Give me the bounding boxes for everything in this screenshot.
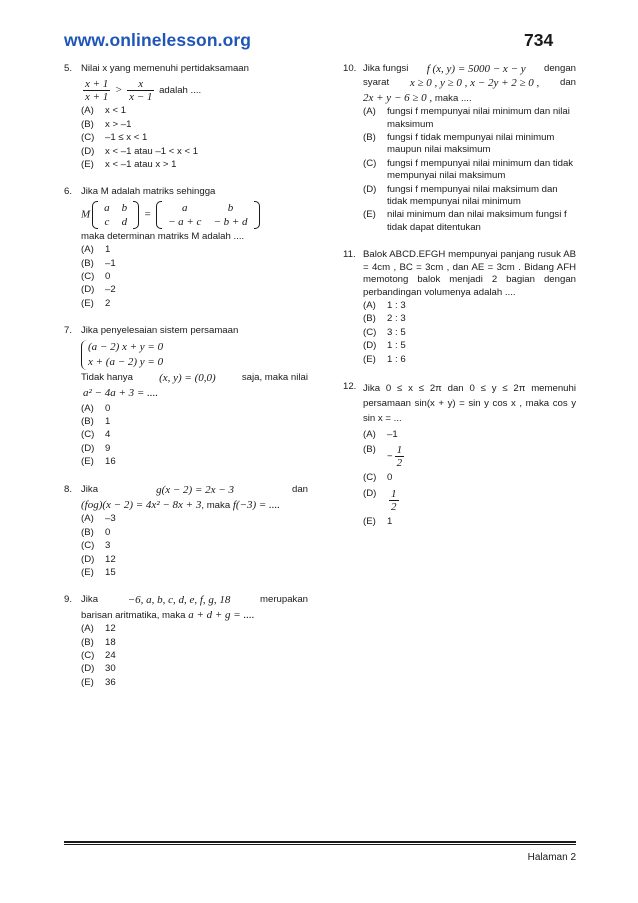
option-label: (D) <box>81 663 95 675</box>
question-6 <box>64 186 308 310</box>
option-text: 12 <box>105 553 116 565</box>
option-label: (A) <box>363 428 376 440</box>
answer-option <box>81 637 308 649</box>
option-label: (B) <box>81 526 94 538</box>
option-label: (D) <box>81 553 95 565</box>
option-text: 36 <box>105 676 116 688</box>
option-label: (D) <box>363 340 377 352</box>
option-text: − <box>387 451 393 463</box>
answer-option <box>81 132 308 144</box>
answer-option <box>363 354 576 366</box>
question-11 <box>343 249 576 366</box>
answer-option <box>363 429 576 441</box>
question-number: 6. <box>64 186 73 198</box>
option-text: 0 <box>105 271 111 283</box>
question-8 <box>64 484 308 580</box>
matrix-right: a b − a + c − b + d <box>156 201 260 229</box>
options <box>81 244 308 310</box>
matrix-equation <box>81 201 308 229</box>
answer-option <box>363 132 576 157</box>
answer-option <box>81 105 308 117</box>
option-fraction: $\frac{1}{2}$ <box>391 487 397 513</box>
option-label: (E) <box>363 515 376 527</box>
stem-tail: adalah .... <box>159 85 202 97</box>
answer-option <box>363 106 576 131</box>
answer-option <box>81 298 308 310</box>
option-label: (D) <box>81 145 95 157</box>
question-stem-continued: maka determinan matriks M adalah .... <box>81 230 245 242</box>
equals: = <box>143 208 152 221</box>
option-label: (B) <box>363 132 376 144</box>
question-12 <box>343 381 576 528</box>
option-text: 18 <box>105 636 116 648</box>
expression: a² − 4a + 3 = .... <box>83 387 159 400</box>
options <box>363 106 576 234</box>
option-label: (B) <box>363 313 376 325</box>
answer-option <box>363 444 576 469</box>
option-label: (B) <box>81 118 94 130</box>
answer-option <box>363 313 576 325</box>
question-stem-continued: (fog)(x − 2) = 4x² − 8x + 3, maka f(−3) = .... <box>81 498 281 511</box>
option-label: (E) <box>81 676 94 688</box>
answer-option <box>81 540 308 552</box>
question-number: 11. <box>343 249 356 261</box>
option-label: (E) <box>81 297 94 309</box>
answer-option <box>363 488 576 513</box>
option-label: (D) <box>363 183 377 195</box>
answer-option <box>81 429 308 441</box>
option-text: fungsi f tidak mempunyai nilai minimum maupun nilai maksimum <box>387 132 555 156</box>
right-column <box>343 63 576 543</box>
question-stem: Jika g(x − 2) = 2x − 3 dan <box>81 483 308 496</box>
question-stem: Jika 0 ≤ x ≤ 2π dan 0 ≤ y ≤ 2π memenuhi persamaan sin(x + y) = sin y cos x , maka cos y sin x = ... <box>363 382 576 424</box>
question-stem-line3: 2x + y − 6 ≥ 0 , maka .... <box>363 91 472 104</box>
answer-option <box>81 403 308 415</box>
matrix-left: a b c d <box>92 201 139 229</box>
option-text: fungsi f mempunyai nilai maksimum dan tidak mempunyai nilai minimum <box>387 183 558 208</box>
answer-option <box>81 513 308 525</box>
option-label: (E) <box>81 159 94 171</box>
option-text: fungsi f mempunyai nilai minimum dan tidak mempunyai nilai maksimum <box>387 157 574 182</box>
answer-option <box>81 146 308 158</box>
option-label: (E) <box>81 456 94 468</box>
matrix-m: M <box>81 208 91 221</box>
option-text: 0 <box>105 402 111 414</box>
answer-option <box>81 271 308 283</box>
question-number: 5. <box>64 63 73 74</box>
option-label: (C) <box>81 429 95 441</box>
option-label: (D) <box>363 487 377 499</box>
option-text: nilai minimum dan nilai maksimum fungsi f tidak dapat ditentukan <box>387 209 567 233</box>
options <box>363 429 576 528</box>
answer-option <box>81 284 308 296</box>
answer-option <box>81 416 308 428</box>
option-label: (A) <box>363 299 376 311</box>
option-label: (C) <box>81 650 95 661</box>
answer-option <box>363 327 576 339</box>
options <box>81 105 308 171</box>
options <box>363 300 576 366</box>
answer-option <box>363 472 576 484</box>
option-label: (E) <box>363 209 376 221</box>
option-label: (A) <box>81 105 94 117</box>
option-text: –1 <box>105 257 116 269</box>
answer-option <box>81 623 308 635</box>
option-label: (C) <box>363 326 377 338</box>
option-label: (C) <box>363 157 377 169</box>
option-text: 30 <box>105 663 116 675</box>
left-column <box>64 63 308 704</box>
answer-option <box>81 554 308 566</box>
options <box>81 513 308 579</box>
option-label: (B) <box>81 415 94 427</box>
question-stem: Jika penyelesaian sistem persamaan <box>81 325 239 337</box>
option-text: 15 <box>105 566 116 578</box>
answer-option <box>363 184 576 209</box>
question-number: 12. <box>343 380 357 392</box>
option-text: x < 1 <box>105 105 127 117</box>
option-text: 1 : 3 <box>387 299 406 311</box>
option-text: –3 <box>105 513 116 525</box>
option-text: 2 <box>105 297 111 309</box>
option-label: (E) <box>81 566 94 578</box>
option-label: (A) <box>81 244 94 256</box>
answer-option <box>363 340 576 352</box>
question-stem: Jika M adalah matriks sehingga <box>81 186 216 198</box>
fraction-right: $\frac{x}{x - 1}$ <box>129 78 153 104</box>
option-text: 0 <box>387 472 393 484</box>
option-label: (A) <box>81 623 94 635</box>
answer-option <box>81 456 308 468</box>
option-text: –1 ≤ x < 1 <box>105 132 148 144</box>
option-text: –2 <box>105 284 116 296</box>
option-text: 3 : 5 <box>387 326 406 338</box>
answer-option <box>81 119 308 131</box>
option-text: 1 : 5 <box>387 340 406 352</box>
option-text: x > –1 <box>105 118 132 130</box>
answer-option <box>81 650 308 662</box>
option-label: (D) <box>81 284 95 296</box>
question-stem: Jika fungsi f (x, y) = 5000 − x − y dengan <box>363 63 576 75</box>
option-label: (B) <box>81 257 94 269</box>
document-code: 734 <box>524 30 554 50</box>
question-number: 10. <box>343 63 357 74</box>
answer-option <box>81 258 308 270</box>
question-number: 9. <box>64 594 73 606</box>
option-text: 16 <box>105 456 116 468</box>
option-text: 0 <box>105 526 111 538</box>
equation-system: (a − 2) x + y = 0 x + (a − 2) y = 0 <box>81 340 163 370</box>
question-stem-line2: syarat x ≥ 0 , y ≥ 0 , x − 2y + 2 ≥ 0 , dan <box>363 77 576 90</box>
answer-option <box>81 443 308 455</box>
footer-rule-thin <box>64 844 576 845</box>
question-9 <box>64 594 308 689</box>
option-text: 9 <box>105 442 111 454</box>
options <box>81 623 308 689</box>
option-text: 1 <box>387 515 393 527</box>
option-label: (A) <box>363 106 376 118</box>
option-text: 2 : 3 <box>387 313 406 325</box>
answer-option <box>363 209 576 234</box>
option-text: –1 <box>387 428 398 440</box>
option-label: (E) <box>363 353 376 365</box>
answer-option <box>81 677 308 689</box>
question-number: 8. <box>64 483 73 495</box>
question-stem: Nilai x yang memenuhi pertidaksamaan <box>81 63 249 74</box>
option-text: 3 <box>105 540 111 552</box>
option-text: 4 <box>105 429 111 441</box>
option-fraction: $\frac{1}{2}$ <box>396 444 403 470</box>
question-number: 7. <box>64 325 73 337</box>
question-stem: Jika −6, a, b, c, d, e, f, g, 18 merupakan <box>81 594 308 607</box>
option-text: 24 <box>105 650 116 661</box>
option-label: (C) <box>81 132 95 144</box>
answer-option <box>363 516 576 528</box>
option-text: 1 : 6 <box>387 353 406 365</box>
option-label: (C) <box>363 472 377 484</box>
fraction-left: $\frac{x + 1}{x + 1}$ <box>85 78 109 104</box>
option-label: (A) <box>81 402 94 414</box>
option-text: 12 <box>105 623 116 635</box>
option-label: (D) <box>81 442 95 454</box>
answer-option <box>363 158 576 183</box>
option-text: fungsi f mempunyai nilai minimum dan nilai maksimum <box>387 106 570 130</box>
option-text: x < –1 atau –1 < x < 1 <box>105 145 199 157</box>
question-10 <box>343 63 576 234</box>
option-text: 1 <box>105 244 111 256</box>
option-text: 1 <box>105 415 111 427</box>
option-label: (C) <box>81 540 95 552</box>
answer-option <box>81 663 308 675</box>
options <box>81 403 308 469</box>
page-number: Halaman 2 <box>527 852 576 863</box>
answer-option <box>81 159 308 171</box>
operator: > <box>114 84 123 97</box>
question-stem-continued: Tidak hanya (x, y) = (0,0) saja, maka nilai <box>81 371 308 384</box>
option-label: (C) <box>81 271 95 283</box>
question-7 <box>64 325 308 468</box>
question-stem: Balok ABCD.EFGH mempunyai panjang rusuk AB = 4cm , BC = 3cm , dan AE = 3cm . Bidang AFH memotong balok menjadi 2 bagian dengan perbandingan volumenya adalah .... <box>363 249 576 298</box>
answer-option <box>81 244 308 256</box>
answer-option <box>363 300 576 312</box>
inequality <box>81 78 308 103</box>
footer-rule <box>64 841 576 843</box>
question-stem-continued: barisan aritmatika, maka a + d + g = .... <box>81 608 255 621</box>
option-label: (A) <box>81 513 94 525</box>
answer-option <box>81 567 308 579</box>
site-url: www.onlinelesson.org <box>64 30 252 50</box>
option-label: (B) <box>363 444 376 456</box>
option-text: x < –1 atau x > 1 <box>105 159 177 171</box>
answer-option <box>81 527 308 539</box>
question-5 <box>64 63 308 171</box>
option-label: (B) <box>81 636 94 648</box>
